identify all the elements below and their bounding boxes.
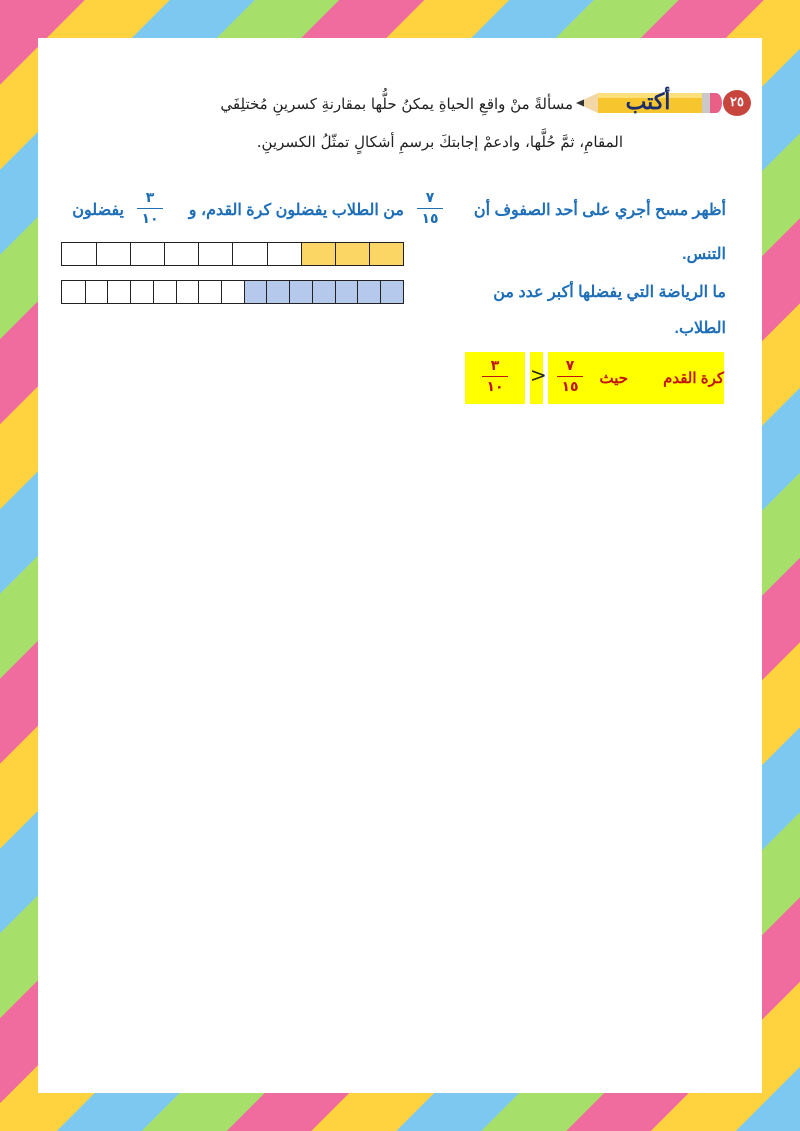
prompt-line-2: المقامِ، ثمَّ حُلَّها، وادعمْ إجابتكَ برسمِ أشكالٍ تمثّلُ الكسرينِ. [256,133,623,151]
fraction-numerator: ٣ [145,190,155,206]
fraction-bar [417,208,443,209]
answer-fraction-highlight [465,352,525,404]
answer-because: حيث [599,370,628,387]
fraction-denominator: ١٥ [561,379,579,395]
fraction-denominator: ١٠ [141,211,159,227]
strip-cell [244,281,267,303]
fraction-three-tenths [136,190,164,227]
strip-cell [357,281,380,303]
strip-cell [130,281,153,303]
strip-cell [289,281,312,303]
strip-cell [267,243,301,265]
question-number-badge: ٢٥ [723,90,751,116]
strip-cell [176,281,199,303]
strip-cell [369,243,403,265]
answer-highlight [548,352,724,404]
strip-cell [198,281,221,303]
strip-cell [153,281,176,303]
worksheet-page [38,38,762,1093]
fraction-bar [557,376,583,377]
prompt-line-1: مسألةً منْ واقعِ الحياةِ يمكنُ حلُّها بمقارنةِ كسرينِ مُختلِفَي [220,95,573,113]
strip-cell [62,243,96,265]
strip-cell [85,281,108,303]
answer-fraction-small [481,358,509,395]
strip-cell [107,281,130,303]
strip-cell [164,243,198,265]
greater-than-symbol: > [530,363,547,387]
strip-cell [335,281,358,303]
problem-part-3: يفضلون [72,202,124,219]
problem-line-2: التنس. [682,246,726,263]
strip-cell [130,243,164,265]
fraction-numerator: ٣ [490,358,500,374]
problem-line-1 [68,190,726,230]
strip-cell [266,281,289,303]
strip-cell [221,281,244,303]
strip-cell [96,243,130,265]
strip-cell [380,281,403,303]
fraction-strip-tenths [61,242,404,266]
problem-part-2: من الطلاب يفضلون كرة القدم، و [188,202,404,219]
fraction-bar [482,376,508,377]
fraction-numerator: ٧ [565,358,575,374]
fraction-denominator: ١٥ [421,211,439,227]
question-line-2: الطلاب. [674,320,726,337]
fraction-denominator: ١٠ [486,379,504,395]
answer-fraction-big [556,358,584,395]
problem-part-1: أظهر مسح أجري على أحد الصفوف أن [473,202,726,219]
fraction-seven-fifteenths [416,190,444,227]
strip-cell [232,243,266,265]
strip-cell [62,281,85,303]
fraction-numerator: ٧ [425,190,435,206]
fraction-bar [137,208,163,209]
strip-cell [198,243,232,265]
strip-cell [335,243,369,265]
badge-label: أكتب [625,89,671,115]
strip-cell [312,281,335,303]
fraction-strip-fifteenths [61,280,404,304]
answer-sport: كرة القدم [663,370,724,387]
strip-cell [301,243,335,265]
question-line-1: ما الرياضة التي يفضلها أكبر عدد من [493,284,726,301]
